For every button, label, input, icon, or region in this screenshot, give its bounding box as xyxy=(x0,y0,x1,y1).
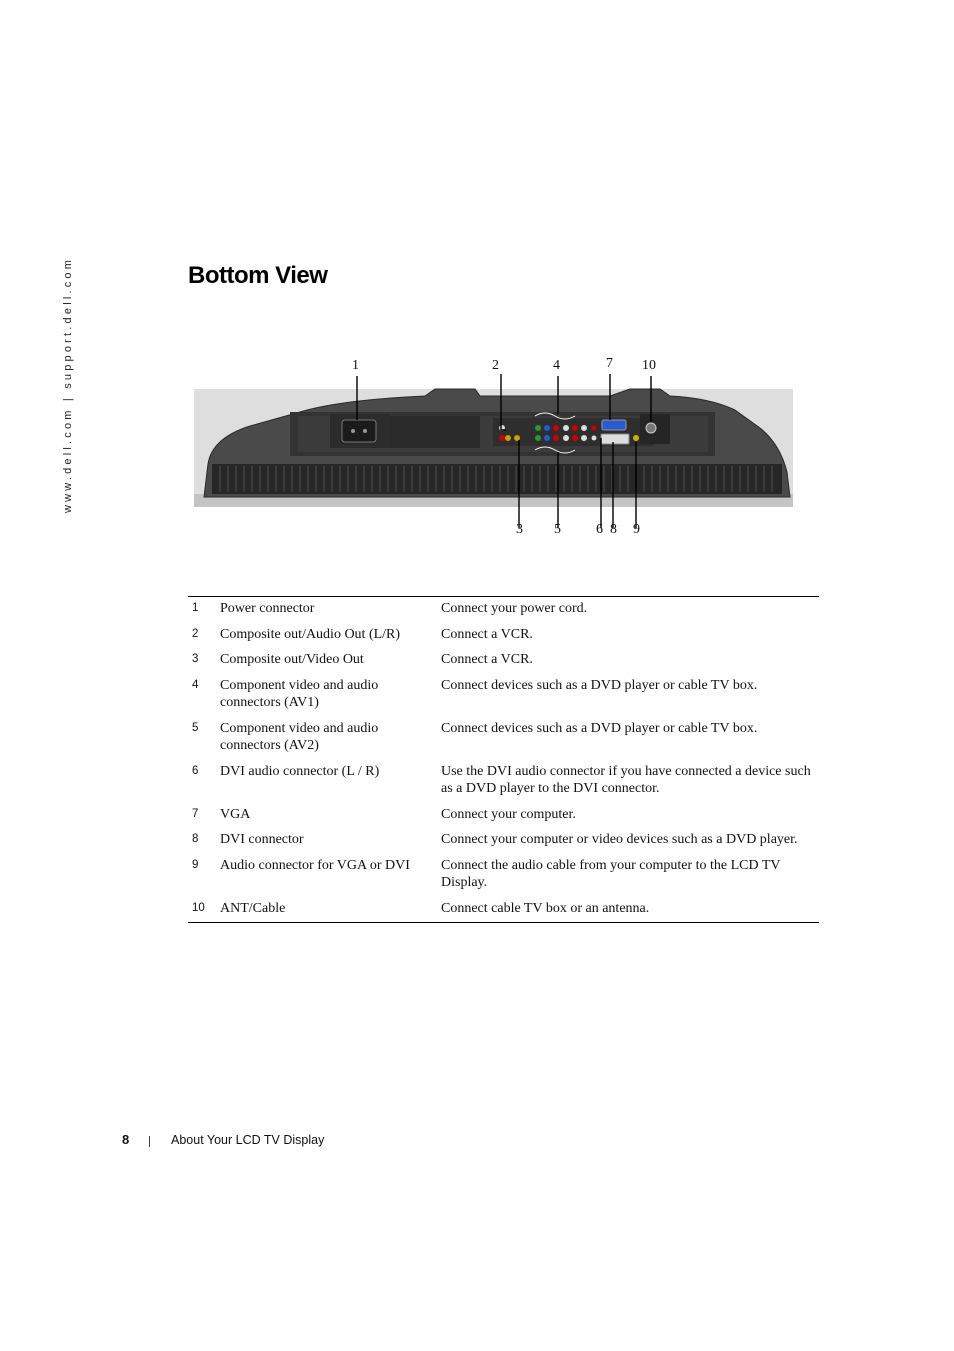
callout-2: 2 xyxy=(492,358,499,373)
row-number: 10 xyxy=(192,901,205,914)
row-number: 3 xyxy=(192,653,199,665)
connector-name: Composite out/Audio Out (L/R) xyxy=(220,626,401,642)
connector-description: Connect your computer or video devices such as a DVD player. xyxy=(441,832,798,847)
row-number: 9 xyxy=(192,858,199,871)
connector-description: Connect a VCR. xyxy=(441,626,533,642)
connector-description: Connect cable TV box or an antenna. xyxy=(441,900,650,916)
tv-bottom-illustration xyxy=(190,352,800,547)
connector-name: Component video and audio connectors (AV2) xyxy=(220,720,379,753)
row-number: 1 xyxy=(192,602,199,614)
table-row xyxy=(188,760,819,803)
table-row xyxy=(188,828,819,854)
table-row xyxy=(188,717,819,760)
connector-name: Power connector xyxy=(220,601,315,616)
callout-6: 6 xyxy=(596,522,603,537)
callout-5: 5 xyxy=(554,522,561,537)
connector-name: ANT/Cable xyxy=(220,900,286,916)
page-number: 8 xyxy=(122,1132,130,1147)
row-number: 6 xyxy=(192,764,199,777)
callout-8: 8 xyxy=(610,522,617,537)
footer-divider xyxy=(149,1136,150,1147)
connector-description: Connect the audio cable from your computer to the LCD TV Display. xyxy=(441,857,781,890)
table-row xyxy=(188,674,819,717)
side-url: www.dell.com | support.dell.com xyxy=(62,256,74,513)
table-row xyxy=(188,623,819,649)
connector-description: Connect devices such as a DVD player or cable TV box. xyxy=(441,720,758,736)
connector-name: Audio connector for VGA or DVI xyxy=(220,857,410,873)
callout-4: 4 xyxy=(553,358,560,373)
connector-name: Composite out/Video Out xyxy=(220,652,364,667)
callout-10: 10 xyxy=(642,358,656,373)
connector-description: Connect a VCR. xyxy=(441,652,533,667)
table-row xyxy=(188,648,819,674)
connector-description: Connect your power cord. xyxy=(441,601,588,616)
page-heading: Bottom View xyxy=(188,262,328,289)
table-row xyxy=(188,897,819,923)
callout-9: 9 xyxy=(633,522,640,537)
row-number: 4 xyxy=(192,678,199,691)
connector-name: VGA xyxy=(220,806,251,822)
connector-name: Component video and audio connectors (AV1) xyxy=(220,677,379,710)
connector-description: Connect devices such as a DVD player or cable TV box. xyxy=(441,677,758,693)
table-row xyxy=(188,597,819,623)
table-row xyxy=(188,803,819,829)
connector-description: Use the DVI audio connector if you have connected a device such as a DVD player to the DVI connector. xyxy=(441,763,811,796)
footer-section-title: About Your LCD TV Display xyxy=(171,1133,325,1147)
tv-bottom-view-figure xyxy=(190,352,800,547)
row-number: 7 xyxy=(192,807,199,820)
row-number: 5 xyxy=(192,721,199,734)
callout-7: 7 xyxy=(606,356,613,371)
connector-name: DVI audio connector (L / R) xyxy=(220,763,380,779)
callout-3: 3 xyxy=(516,522,523,537)
connector-description: Connect your computer. xyxy=(441,806,576,822)
row-number: 2 xyxy=(192,627,199,640)
connector-name: DVI connector xyxy=(220,832,304,847)
callout-1: 1 xyxy=(352,358,359,373)
row-number: 8 xyxy=(192,833,199,845)
table-row xyxy=(188,854,819,897)
connector-table xyxy=(188,596,819,923)
